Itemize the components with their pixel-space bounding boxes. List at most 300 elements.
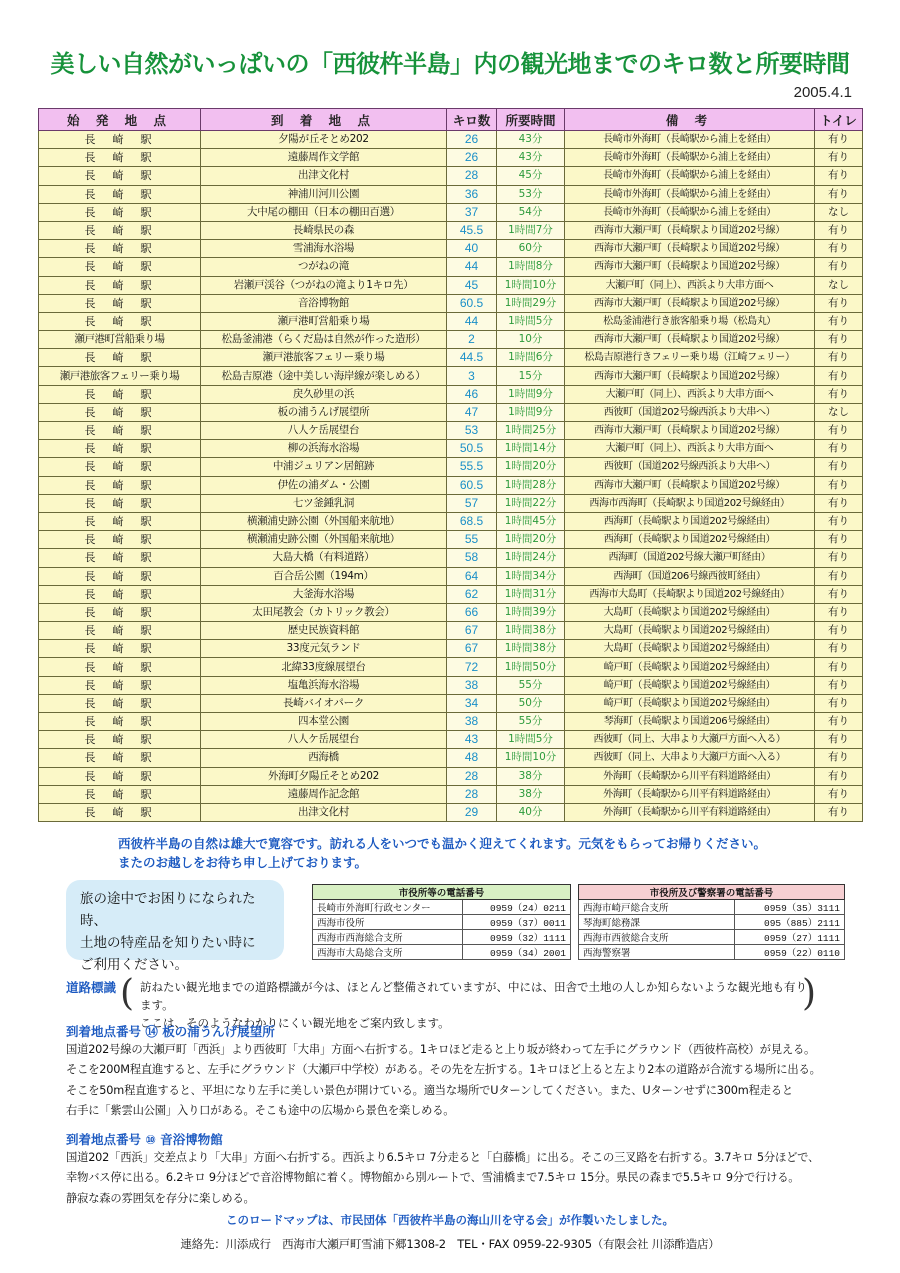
table-row bbox=[39, 603, 863, 621]
table-row bbox=[39, 640, 863, 658]
km-cell: 60.5 bbox=[447, 476, 497, 494]
origin-cell: 長 崎 駅 bbox=[39, 785, 201, 803]
phone-number: 0959（37）0011 bbox=[463, 915, 571, 930]
page-title: 美しい自然がいっぱいの「西彼杵半島」内の観光地までのキロ数と所要時間 bbox=[50, 50, 850, 78]
toilet-cell: 有り bbox=[815, 694, 863, 712]
destination-cell: 柳の浜海水浴場 bbox=[201, 440, 447, 458]
table-row bbox=[39, 149, 863, 167]
origin-cell: 長 崎 駅 bbox=[39, 494, 201, 512]
remarks-cell: 西海町（長崎駅より国道202号線経由） bbox=[565, 531, 815, 549]
origin-cell: 長 崎 駅 bbox=[39, 131, 201, 149]
km-cell: 43 bbox=[447, 731, 497, 749]
destination-cell: 夕陽が丘そとめ202 bbox=[201, 131, 447, 149]
km-cell: 50.5 bbox=[447, 440, 497, 458]
km-cell: 36 bbox=[447, 185, 497, 203]
toilet-cell: 有り bbox=[815, 731, 863, 749]
help-line-1: 旅の途中でお困りになられた時、 bbox=[80, 891, 256, 929]
origin-cell: 長 崎 駅 bbox=[39, 440, 201, 458]
km-cell: 67 bbox=[447, 622, 497, 640]
toilet-cell: 有り bbox=[815, 603, 863, 621]
toilet-cell: 有り bbox=[815, 622, 863, 640]
time-cell: 1時間25分 bbox=[497, 422, 565, 440]
route-1-directions bbox=[66, 1040, 846, 1121]
road-note-line-2: ここは、そのようなわかりにくい観光地をご案内致します。 bbox=[140, 1016, 450, 1030]
office-name: 琴海町総務課 bbox=[579, 915, 735, 930]
remarks-cell: 長崎市外海町（長崎駅から浦上を経由） bbox=[565, 185, 815, 203]
remarks-cell: 西海市大瀬戸町（長崎駅より国道202号線） bbox=[565, 331, 815, 349]
destination-cell: 出津文化村 bbox=[201, 167, 447, 185]
time-cell: 1時間7分 bbox=[497, 221, 565, 239]
time-cell: 55分 bbox=[497, 676, 565, 694]
police-phone-table bbox=[578, 884, 845, 960]
route-2-directions bbox=[66, 1148, 846, 1209]
km-cell: 62 bbox=[447, 585, 497, 603]
table-row bbox=[39, 549, 863, 567]
destination-cell: 塩亀浜海水浴場 bbox=[201, 676, 447, 694]
km-cell: 44 bbox=[447, 258, 497, 276]
office-name: 西海市崎戸総合支所 bbox=[579, 900, 735, 915]
road-sign-label: 道路標識 bbox=[66, 980, 117, 995]
route-1-heading: 到着地点番号 ⑭ 板の浦うんげ展望所 bbox=[66, 1024, 275, 1039]
toilet-cell: 有り bbox=[815, 767, 863, 785]
km-cell: 48 bbox=[447, 749, 497, 767]
remarks-cell: 崎戸町（長崎駅より国道202号線経由） bbox=[565, 658, 815, 676]
footer-credit: このロードマップは、市民団体「西彼杵半島の海山川を守る会」が作製いたしました。 bbox=[225, 1213, 675, 1227]
km-cell: 66 bbox=[447, 603, 497, 621]
toilet-cell: 有り bbox=[815, 385, 863, 403]
origin-cell: 長 崎 駅 bbox=[39, 385, 201, 403]
origin-cell: 瀬戸港町営船乗り場 bbox=[39, 331, 201, 349]
time-cell: 1時間28分 bbox=[497, 476, 565, 494]
time-cell: 54分 bbox=[497, 203, 565, 221]
help-line-2: 土地の特産品を知りたい時に bbox=[80, 935, 256, 951]
destination-cell: 岩瀬戸渓谷（つがねの滝より1キロ先） bbox=[201, 276, 447, 294]
time-cell: 15分 bbox=[497, 367, 565, 385]
toilet-cell: 有り bbox=[815, 149, 863, 167]
km-cell: 68.5 bbox=[447, 512, 497, 530]
table-row bbox=[39, 585, 863, 603]
road-sign-note bbox=[120, 973, 816, 1030]
toilet-cell: なし bbox=[815, 403, 863, 421]
table-row bbox=[39, 658, 863, 676]
destination-cell: つがねの滝 bbox=[201, 258, 447, 276]
km-cell: 38 bbox=[447, 676, 497, 694]
origin-cell: 長 崎 駅 bbox=[39, 221, 201, 239]
destination-cell: 瀬戸港町営船乗り場 bbox=[201, 312, 447, 330]
office-name: 長崎市外海町行政センター bbox=[313, 900, 463, 915]
welcome-line-1: 西彼杵半島の自然は雄大で寛容です。訪れる人をいつでも温かく迎えてくれます。元気をもらってお帰りください。 bbox=[118, 836, 767, 851]
toilet-cell: 有り bbox=[815, 240, 863, 258]
toilet-cell: 有り bbox=[815, 458, 863, 476]
route-1-line: 右手に「紫雲山公園」入り口がある。そこも途中の広場から景色を楽しめる。 bbox=[66, 1103, 455, 1117]
origin-cell: 長 崎 駅 bbox=[39, 167, 201, 185]
phone-row bbox=[313, 915, 571, 930]
destination-cell: 神浦川河川公園 bbox=[201, 185, 447, 203]
km-cell: 64 bbox=[447, 567, 497, 585]
toilet-cell: 有り bbox=[815, 476, 863, 494]
km-cell: 44 bbox=[447, 312, 497, 330]
km-cell: 57 bbox=[447, 494, 497, 512]
header-km: キロ数 bbox=[447, 109, 497, 131]
origin-cell: 長 崎 駅 bbox=[39, 312, 201, 330]
welcome-message bbox=[118, 834, 766, 872]
remarks-cell: 大瀬戸町（同上）、西浜より大串方面へ bbox=[565, 385, 815, 403]
remarks-cell: 大島町（長崎駅より国道202号線経由） bbox=[565, 603, 815, 621]
table-row bbox=[39, 422, 863, 440]
header-toilet: トイレ bbox=[815, 109, 863, 131]
table-header-row bbox=[39, 109, 863, 131]
origin-cell: 長 崎 駅 bbox=[39, 622, 201, 640]
destination-cell: 出津文化村 bbox=[201, 803, 447, 821]
time-cell: 43分 bbox=[497, 131, 565, 149]
origin-cell: 長 崎 駅 bbox=[39, 458, 201, 476]
route-1-line: そこを200M程直進すると、左手にグラウンド（大瀬戸中学校）がある。その先を左折する。1キロほど上ると左より2本の道路が合流する場所に出る。 bbox=[66, 1063, 821, 1077]
destination-cell: 大中尾の棚田（日本の棚田百選） bbox=[201, 203, 447, 221]
time-cell: 1時間10分 bbox=[497, 749, 565, 767]
remarks-cell: 西彼町（同上、大串より大瀬戸方面へ入る） bbox=[565, 731, 815, 749]
remarks-cell: 西海市大瀬戸町（長崎駅より国道202号線） bbox=[565, 240, 815, 258]
toilet-cell: 有り bbox=[815, 221, 863, 239]
origin-cell: 長 崎 駅 bbox=[39, 185, 201, 203]
table-row bbox=[39, 567, 863, 585]
toilet-cell: 有り bbox=[815, 494, 863, 512]
km-cell: 44.5 bbox=[447, 349, 497, 367]
origin-cell: 長 崎 駅 bbox=[39, 731, 201, 749]
destination-cell: 戻久砂里の浜 bbox=[201, 385, 447, 403]
toilet-cell: 有り bbox=[815, 567, 863, 585]
origin-cell: 長 崎 駅 bbox=[39, 694, 201, 712]
toilet-cell: 有り bbox=[815, 713, 863, 731]
km-cell: 60.5 bbox=[447, 294, 497, 312]
remarks-cell: 長崎市外海町（長崎駅から浦上を経由） bbox=[565, 149, 815, 167]
origin-cell: 長 崎 駅 bbox=[39, 276, 201, 294]
time-cell: 50分 bbox=[497, 694, 565, 712]
remarks-cell: 西海町（長崎駅より国道202号線経由） bbox=[565, 512, 815, 530]
route-2-line: 静寂な森の雰囲気を存分に楽しめる。 bbox=[66, 1191, 255, 1205]
remarks-cell: 西海市大瀬戸町（長崎駅より国道202号線） bbox=[565, 476, 815, 494]
time-cell: 1時間38分 bbox=[497, 622, 565, 640]
km-cell: 28 bbox=[447, 785, 497, 803]
time-cell: 1時間45分 bbox=[497, 512, 565, 530]
destination-cell: 歴史民族資料館 bbox=[201, 622, 447, 640]
destination-cell: 伊佐の浦ダム・公園 bbox=[201, 476, 447, 494]
header-destination: 到 着 地 点 bbox=[201, 109, 447, 131]
time-cell: 1時間10分 bbox=[497, 276, 565, 294]
origin-cell: 長 崎 駅 bbox=[39, 512, 201, 530]
toilet-cell: 有り bbox=[815, 658, 863, 676]
destination-cell: 百合岳公園（194m） bbox=[201, 567, 447, 585]
time-cell: 1時間38分 bbox=[497, 640, 565, 658]
origin-cell: 長 崎 駅 bbox=[39, 258, 201, 276]
toilet-cell: なし bbox=[815, 276, 863, 294]
time-cell: 53分 bbox=[497, 185, 565, 203]
origin-cell: 長 崎 駅 bbox=[39, 294, 201, 312]
origin-cell: 長 崎 駅 bbox=[39, 603, 201, 621]
destination-cell: 太田尾教会（カトリック教会） bbox=[201, 603, 447, 621]
toilet-cell: 有り bbox=[815, 331, 863, 349]
contact-info: 連絡先：川添成行 西海市大瀬戸町雪浦下郷1308-2 TEL・FAX 0959-22-9305（有限会社 川添酢造店） bbox=[180, 1237, 720, 1251]
toilet-cell: 有り bbox=[815, 512, 863, 530]
time-cell: 40分 bbox=[497, 803, 565, 821]
toilet-cell: 有り bbox=[815, 803, 863, 821]
phone-row bbox=[313, 900, 571, 915]
table-row bbox=[39, 694, 863, 712]
toilet-cell: 有り bbox=[815, 785, 863, 803]
phone-number: 095（885）2111 bbox=[735, 915, 845, 930]
remarks-cell: 大瀬戸町（同上）、西浜より大串方面へ bbox=[565, 276, 815, 294]
remarks-cell: 西海市大瀬戸町（長崎駅より国道202号線） bbox=[565, 422, 815, 440]
remarks-cell: 長崎市外海町（長崎駅から浦上を経由） bbox=[565, 131, 815, 149]
phone-row bbox=[313, 945, 571, 960]
origin-cell: 長 崎 駅 bbox=[39, 803, 201, 821]
table-row bbox=[39, 312, 863, 330]
table-row bbox=[39, 221, 863, 239]
destination-cell: 松島吉原港（途中美しい海岸線が楽しめる） bbox=[201, 367, 447, 385]
time-cell: 60分 bbox=[497, 240, 565, 258]
destination-cell: 横瀬浦史跡公園（外国船来航地） bbox=[201, 531, 447, 549]
table-row bbox=[39, 276, 863, 294]
time-cell: 1時間6分 bbox=[497, 349, 565, 367]
toilet-cell: 有り bbox=[815, 749, 863, 767]
destination-cell: 長崎バイオパーク bbox=[201, 694, 447, 712]
km-cell: 2 bbox=[447, 331, 497, 349]
time-cell: 1時間5分 bbox=[497, 312, 565, 330]
toilet-cell: 有り bbox=[815, 312, 863, 330]
remarks-cell: 西海町（国道206号線西彼町経由） bbox=[565, 567, 815, 585]
toilet-cell: 有り bbox=[815, 676, 863, 694]
route-1-line: そこを50m程直進すると、平坦になり左手に美しい景色が開けている。適当な場所でUターンしてください。また、Uターンせずに300m程走ると bbox=[66, 1083, 793, 1097]
office-name: 西海市西彼総合支所 bbox=[579, 930, 735, 945]
remarks-cell: 崎戸町（長崎駅より国道202号線経由） bbox=[565, 694, 815, 712]
time-cell: 1時間20分 bbox=[497, 458, 565, 476]
origin-cell: 長 崎 駅 bbox=[39, 749, 201, 767]
office-name: 西海市西海総合支所 bbox=[313, 930, 463, 945]
time-cell: 1時間39分 bbox=[497, 603, 565, 621]
origin-cell: 長 崎 駅 bbox=[39, 549, 201, 567]
phone-right-header: 市役所及び警察署の電話番号 bbox=[579, 885, 845, 900]
km-cell: 47 bbox=[447, 403, 497, 421]
destination-cell: 四本堂公園 bbox=[201, 713, 447, 731]
km-cell: 26 bbox=[447, 131, 497, 149]
destination-cell: 七ツ釜鍾乳洞 bbox=[201, 494, 447, 512]
time-cell: 1時間9分 bbox=[497, 403, 565, 421]
km-cell: 55 bbox=[447, 531, 497, 549]
destination-cell: 33度元気ランド bbox=[201, 640, 447, 658]
remarks-cell: 長崎市外海町（長崎駅から浦上を経由） bbox=[565, 167, 815, 185]
km-cell: 46 bbox=[447, 385, 497, 403]
destination-cell: 中浦ジュリアン居館跡 bbox=[201, 458, 447, 476]
table-row bbox=[39, 803, 863, 821]
paren-right-glyph: ) bbox=[801, 973, 816, 1014]
destination-cell: 雪浦海水浴場 bbox=[201, 240, 447, 258]
city-office-phone-table bbox=[312, 884, 571, 960]
km-cell: 45.5 bbox=[447, 221, 497, 239]
origin-cell: 長 崎 駅 bbox=[39, 476, 201, 494]
time-cell: 38分 bbox=[497, 767, 565, 785]
km-cell: 28 bbox=[447, 767, 497, 785]
route-2-line: 幸物バス停に出る。6.2キロ 9分ほどで音浴博物館に着く。博物館から別ルートで、雪浦橋まで7.5キロ 15分。県民の森まで5.5キロ 9分で行ける。 bbox=[66, 1171, 800, 1185]
time-cell: 1時間9分 bbox=[497, 385, 565, 403]
remarks-cell: 松島吉原港行きフェリー乗り場（江崎フェリー） bbox=[565, 349, 815, 367]
destination-cell: 北緯33度線展望台 bbox=[201, 658, 447, 676]
toilet-cell: 有り bbox=[815, 531, 863, 549]
destination-cell: 外海町夕陽丘そとめ202 bbox=[201, 767, 447, 785]
phone-row bbox=[579, 900, 845, 915]
km-cell: 45 bbox=[447, 276, 497, 294]
toilet-cell: なし bbox=[815, 203, 863, 221]
table-row bbox=[39, 203, 863, 221]
tourist-distance-table bbox=[38, 108, 863, 822]
km-cell: 26 bbox=[447, 149, 497, 167]
header-origin: 始 発 地 点 bbox=[39, 109, 201, 131]
welcome-line-2: またのお越しをお待ち申し上げております。 bbox=[118, 855, 368, 870]
origin-cell: 長 崎 駅 bbox=[39, 640, 201, 658]
destination-cell: 遠藤周作文学館 bbox=[201, 149, 447, 167]
toilet-cell: 有り bbox=[815, 294, 863, 312]
office-name: 西海警察署 bbox=[579, 945, 735, 960]
remarks-cell: 大島町（長崎駅より国道202号線経由） bbox=[565, 640, 815, 658]
destination-cell: 大釜海水浴場 bbox=[201, 585, 447, 603]
table-row bbox=[39, 403, 863, 421]
table-row bbox=[39, 622, 863, 640]
table-row bbox=[39, 731, 863, 749]
remarks-cell: 崎戸町（長崎駅より国道202号線経由） bbox=[565, 676, 815, 694]
km-cell: 38 bbox=[447, 713, 497, 731]
table-row bbox=[39, 749, 863, 767]
time-cell: 55分 bbox=[497, 713, 565, 731]
table-row bbox=[39, 294, 863, 312]
phone-number: 0959（22）0110 bbox=[735, 945, 845, 960]
table-row bbox=[39, 367, 863, 385]
phone-number: 0959（35）3111 bbox=[735, 900, 845, 915]
route-2-heading: 到着地点番号 ⑩ 音浴博物館 bbox=[66, 1132, 223, 1147]
table-row bbox=[39, 240, 863, 258]
phone-number: 0959（32）1111 bbox=[463, 930, 571, 945]
km-cell: 28 bbox=[447, 167, 497, 185]
km-cell: 72 bbox=[447, 658, 497, 676]
origin-cell: 長 崎 駅 bbox=[39, 676, 201, 694]
time-cell: 10分 bbox=[497, 331, 565, 349]
route-2-line: 国道202「西浜」交差点より「大串」方面へ右折する。西浜より6.5キロ 7分走ると「白藤橋」に出る。そこの三叉路を右折する。3.7キロ 5分ほどで、 bbox=[66, 1151, 820, 1164]
km-cell: 55.5 bbox=[447, 458, 497, 476]
time-cell: 1時間34分 bbox=[497, 567, 565, 585]
table-row bbox=[39, 185, 863, 203]
table-row bbox=[39, 531, 863, 549]
table-row bbox=[39, 676, 863, 694]
time-cell: 1時間14分 bbox=[497, 440, 565, 458]
remarks-cell: 大島町（長崎駅より国道202号線経由） bbox=[565, 622, 815, 640]
remarks-cell: 長崎市外海町（長崎駅から浦上を経由） bbox=[565, 203, 815, 221]
table-row bbox=[39, 458, 863, 476]
time-cell: 1時間50分 bbox=[497, 658, 565, 676]
remarks-cell: 西海市西海町（長崎駅より国道202号線経由） bbox=[565, 494, 815, 512]
origin-cell: 長 崎 駅 bbox=[39, 658, 201, 676]
destination-cell: 八人ケ岳展望台 bbox=[201, 731, 447, 749]
km-cell: 34 bbox=[447, 694, 497, 712]
toilet-cell: 有り bbox=[815, 585, 863, 603]
km-cell: 58 bbox=[447, 549, 497, 567]
origin-cell: 瀬戸港旅客フェリー乗り場 bbox=[39, 367, 201, 385]
toilet-cell: 有り bbox=[815, 549, 863, 567]
origin-cell: 長 崎 駅 bbox=[39, 203, 201, 221]
origin-cell: 長 崎 駅 bbox=[39, 567, 201, 585]
time-cell: 1時間24分 bbox=[497, 549, 565, 567]
remarks-cell: 西彼町（同上、大串より大瀬戸方面へ入る） bbox=[565, 749, 815, 767]
toilet-cell: 有り bbox=[815, 422, 863, 440]
origin-cell: 長 崎 駅 bbox=[39, 149, 201, 167]
origin-cell: 長 崎 駅 bbox=[39, 422, 201, 440]
destination-cell: 西海橋 bbox=[201, 749, 447, 767]
route-1-line: 国道202号線の大瀬戸町「西浜」より西彼町「大串」方面へ右折する。1キロほど走ると上り坂が終わって左手にグラウンド（西彼杵高校）が見える。 bbox=[66, 1043, 816, 1056]
toilet-cell: 有り bbox=[815, 640, 863, 658]
table-row bbox=[39, 767, 863, 785]
destination-cell: 遠藤周作記念館 bbox=[201, 785, 447, 803]
time-cell: 1時間29分 bbox=[497, 294, 565, 312]
help-line-3: ご利用ください。 bbox=[80, 957, 188, 973]
table-row bbox=[39, 785, 863, 803]
table-row bbox=[39, 385, 863, 403]
origin-cell: 長 崎 駅 bbox=[39, 240, 201, 258]
origin-cell: 長 崎 駅 bbox=[39, 585, 201, 603]
remarks-cell: 西海市大島町（長崎駅より国道202号線経由） bbox=[565, 585, 815, 603]
remarks-cell: 松島釜浦港行き旅客船乗り場（松島丸） bbox=[565, 312, 815, 330]
toilet-cell: 有り bbox=[815, 440, 863, 458]
remarks-cell: 外海町（長崎駅から川平有料道路経由） bbox=[565, 803, 815, 821]
origin-cell: 長 崎 駅 bbox=[39, 767, 201, 785]
destination-cell: 大島大橋（有料道路） bbox=[201, 549, 447, 567]
remarks-cell: 外海町（長崎駅から川平有料道路経由） bbox=[565, 785, 815, 803]
table-row bbox=[39, 512, 863, 530]
header-remarks: 備 考 bbox=[565, 109, 815, 131]
phone-number: 0959（27）1111 bbox=[735, 930, 845, 945]
table-row bbox=[39, 258, 863, 276]
office-name: 西海市役所 bbox=[313, 915, 463, 930]
origin-cell: 長 崎 駅 bbox=[39, 713, 201, 731]
remarks-cell: 琴海町（長崎駅より国道206号線経由） bbox=[565, 713, 815, 731]
time-cell: 1時間5分 bbox=[497, 731, 565, 749]
phone-number: 0959（34）2001 bbox=[463, 945, 571, 960]
km-cell: 37 bbox=[447, 203, 497, 221]
km-cell: 53 bbox=[447, 422, 497, 440]
phone-row bbox=[579, 930, 845, 945]
remarks-cell: 西彼町（国道202号線西浜より大串へ） bbox=[565, 403, 815, 421]
remarks-cell: 西海市大瀬戸町（長崎駅より国道202号線） bbox=[565, 294, 815, 312]
time-cell: 38分 bbox=[497, 785, 565, 803]
phone-row bbox=[313, 930, 571, 945]
toilet-cell: 有り bbox=[815, 185, 863, 203]
paren-left-glyph: ( bbox=[120, 973, 135, 1014]
phone-left-header: 市役所等の電話番号 bbox=[313, 885, 571, 900]
table-row bbox=[39, 331, 863, 349]
remarks-cell: 外海町（長崎駅から川平有料道路経由） bbox=[565, 767, 815, 785]
phone-number: 0959（24）0211 bbox=[463, 900, 571, 915]
km-cell: 3 bbox=[447, 367, 497, 385]
table-row bbox=[39, 349, 863, 367]
table-row bbox=[39, 713, 863, 731]
destination-cell: 八人ケ岳展望台 bbox=[201, 422, 447, 440]
document-date: 2005.4.1 bbox=[793, 84, 852, 101]
phone-row bbox=[579, 945, 845, 960]
origin-cell: 長 崎 駅 bbox=[39, 403, 201, 421]
time-cell: 1時間22分 bbox=[497, 494, 565, 512]
remarks-cell: 西海市大瀬戸町（長崎駅より国道202号線） bbox=[565, 367, 815, 385]
phone-row bbox=[579, 915, 845, 930]
destination-cell: 音浴博物館 bbox=[201, 294, 447, 312]
time-cell: 1時間8分 bbox=[497, 258, 565, 276]
destination-cell: 横瀬浦史跡公園（外国船来航地） bbox=[201, 512, 447, 530]
destination-cell: 松島釜浦港（らくだ島は自然が作った造形） bbox=[201, 331, 447, 349]
table-row bbox=[39, 476, 863, 494]
